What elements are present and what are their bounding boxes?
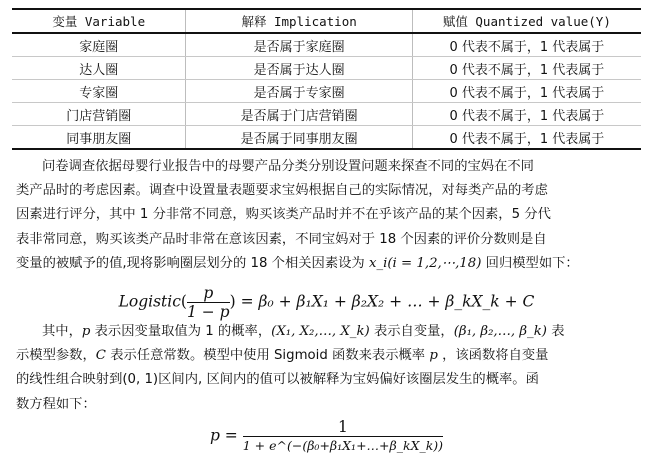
cell-variable: 家庭圈	[12, 33, 186, 57]
equation-rhs: = β₀ + β₁X₁ + β₂X₂ + … + β_kX_k + C	[240, 292, 535, 311]
table-header-row	[12, 9, 641, 33]
header-variable: 变量 Variable	[12, 9, 186, 33]
paragraph-line: 数方程如下：	[16, 396, 96, 412]
fraction-denominator: 1 − p	[186, 303, 230, 321]
paragraph-survey-method	[16, 155, 641, 276]
paragraph-line	[16, 320, 641, 344]
inline-math-xi: x_i(i = 1,2,⋯,18)	[368, 255, 482, 271]
cell-value: 0 代表不属于，1 代表属于	[412, 103, 641, 126]
paragraph-text: 表示任意常数。模型中使用 Sigmoid 函数来表示概率	[110, 348, 426, 364]
paragraph-line: 问卷调查依据母婴行业报告中的母婴产品分类分别设置问题来探查不同的宝妈在不同	[42, 159, 534, 174]
paragraph-text: 表示因变量取值为 1 的概率，	[94, 324, 272, 339]
paragraph-text: 变量的被赋予的值,现将影响圈层划分的 18 个相关因素设为	[16, 255, 365, 271]
cell-variable: 同事朋友圈	[12, 126, 186, 150]
cell-implication: 是否属于同事朋友圈	[186, 126, 412, 150]
table-row	[12, 33, 641, 57]
inline-math-beta-vector: (β₁, β₂,…, β_k)	[453, 324, 547, 339]
paragraph-line: 因素进行评分，其中 1 分非常不同意，购买该类产品时并不在乎该产品的某个因素，5 分代	[16, 207, 551, 223]
fraction-numerator: 1	[243, 418, 443, 437]
header-implication: 解释 Implication	[186, 9, 412, 33]
cell-value: 0 代表不属于，1 代表属于	[412, 33, 641, 57]
header-quantized-value: 赋值 Quantized value(Y)	[412, 9, 641, 33]
paragraph-text: 示模型参数，	[16, 348, 96, 364]
paragraph-text: ，该函数将自变量	[442, 348, 549, 364]
cell-variable: 达人圈	[12, 57, 186, 80]
table-row	[12, 57, 641, 80]
paragraph-line: 类产品时的考虑因素。调查中设置量表题要求宝妈根据自己的实际情况，对每类产品的考虑	[16, 183, 548, 199]
cell-implication: 是否属于达人圈	[186, 57, 412, 80]
paragraph-line	[16, 252, 641, 276]
cell-value: 0 代表不属于，1 代表属于	[412, 57, 641, 80]
cell-value: 0 代表不属于，1 代表属于	[412, 126, 641, 150]
paragraph-text: 回归模型如下：	[485, 255, 579, 271]
inline-math-c: C	[95, 348, 106, 364]
cell-implication: 是否属于家庭圈	[186, 33, 412, 57]
cell-value: 0 代表不属于，1 代表属于	[412, 80, 641, 103]
paragraph-model-explanation	[16, 320, 641, 417]
sigmoid-equation	[0, 418, 653, 455]
paragraph-line: 的线性组合映射到(0, 1)区间内, 区间内的值可以被解释为宝妈偏好该圈层发生的概率。函	[16, 372, 539, 388]
fraction-numerator: p	[187, 284, 230, 303]
fraction-denominator: 1 + e^(−(β₀+β₁X₁+…+β_kX_k))	[242, 438, 444, 453]
paragraph-line	[16, 344, 641, 368]
cell-variable: 专家圈	[12, 80, 186, 103]
cell-implication: 是否属于专家圈	[186, 80, 412, 103]
inline-math-x-vector: (X₁, X₂,…, X_k)	[271, 324, 370, 339]
paragraph-text: 表	[551, 324, 565, 339]
logistic-equation: Logistic( $\frac{p}{1 - p}$ ) = β₀ + β₁X₁ + β₂X₂ + … + β_kX_k + C	[118, 284, 535, 321]
equation-fraction	[243, 418, 443, 455]
inline-math-p: p	[81, 324, 91, 339]
cell-implication: 是否属于门店营销圈	[186, 103, 412, 126]
inline-math-p: p	[429, 348, 438, 364]
table-row	[12, 103, 641, 126]
variable-table	[12, 8, 641, 150]
equation-fraction	[187, 284, 230, 321]
paragraph-line: 表非常同意，购买该类产品时非常在意该因素，不同宝妈对于 18 个因素的评价分数则是自	[16, 231, 547, 247]
paragraph-text: 表示自变量，	[373, 324, 454, 339]
equation-lhs: Logistic	[118, 292, 181, 311]
table-row	[12, 126, 641, 150]
table-row	[12, 80, 641, 103]
paragraph-text: 其中，	[42, 324, 82, 339]
cell-variable: 门店营销圈	[12, 103, 186, 126]
equation-lhs: p =	[209, 426, 238, 445]
